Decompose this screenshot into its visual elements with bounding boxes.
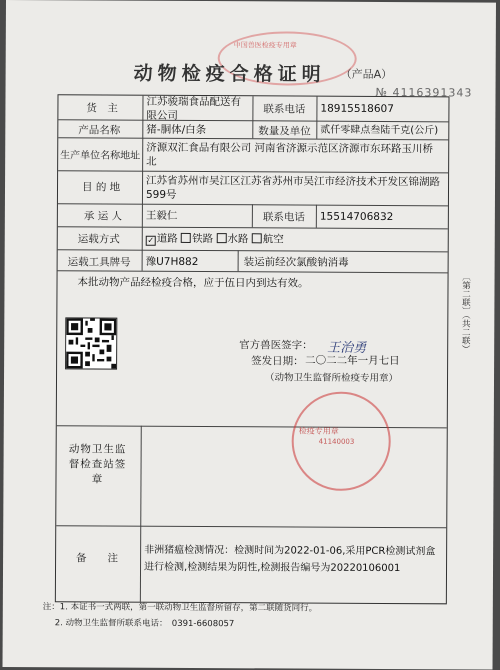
issue-stamp-note: （动物卫生监督所检疫专用章） bbox=[264, 372, 399, 385]
vet-signature-label: 官方兽医签字： bbox=[239, 339, 313, 352]
remarks-value: 非洲猪瘟检测情况：检测时间为2022-01-06,采用PCR检测试剂盒进行检测,检测结果为阴性,检测报告编号为20220106001 bbox=[144, 544, 436, 575]
qr-code bbox=[65, 317, 117, 369]
phone-value: 18915518607 bbox=[320, 102, 394, 116]
product-name-value: 猪-胴体/白条 bbox=[146, 123, 207, 137]
remarks-label: 备 注 bbox=[76, 552, 119, 565]
vehicle-label: 运载工具牌号 bbox=[67, 256, 131, 269]
phone-label: 联系电话 bbox=[263, 103, 306, 116]
transport-options bbox=[146, 232, 284, 247]
certificate-subtitle: （产品A） bbox=[340, 67, 393, 82]
vet-signature: 王治勇 bbox=[327, 340, 367, 356]
carrier-value: 王毅仁 bbox=[145, 209, 178, 222]
vehicle-value: 豫U7H882 bbox=[145, 255, 199, 269]
producer-label: 生产单位名称地址 bbox=[60, 150, 141, 162]
transport-option-rail[interactable]: 铁路 bbox=[181, 233, 213, 245]
transport-option-air[interactable]: 航空 bbox=[252, 233, 284, 245]
certificate-title: 动物检疫合格证明 bbox=[133, 62, 326, 86]
transport-label: 运载方式 bbox=[77, 233, 120, 246]
qr-code-icon bbox=[66, 318, 116, 368]
transport-option-road[interactable]: ✓ 道路 bbox=[147, 232, 178, 245]
empty-box-icon bbox=[181, 233, 191, 243]
producer-value: 济源双汇食品有限公司 河南省济源示范区济源市东环路玉川桥北 bbox=[146, 141, 434, 168]
quantity-value: 贰仟零肆点叁陆千克(公斤) bbox=[320, 124, 439, 137]
cargo-owner-label: 货 主 bbox=[86, 102, 118, 115]
product-name-label: 产品名称 bbox=[78, 124, 121, 137]
certificate-form-table bbox=[55, 94, 450, 604]
quantity-label: 数量及单位 bbox=[258, 125, 311, 138]
copy-side-note: 〔第二联〕（共二联） bbox=[460, 272, 471, 354]
certificate-serial: № 4116391343 bbox=[375, 85, 473, 100]
transport-option-water[interactable]: 水路 bbox=[216, 233, 248, 245]
certificate-paper bbox=[3, 0, 496, 670]
destination-label: 目 的 地 bbox=[81, 181, 121, 194]
footer-note-2: 2. 动物卫生监督所联系电话： 0391-6608057 bbox=[54, 618, 235, 630]
disinfection-value: 装运前经次氯酸钠消毒 bbox=[243, 256, 349, 269]
cargo-owner-value: 江苏骏瑞食品配送有限公司 bbox=[146, 95, 241, 122]
issue-date-value: 二〇二二年一月七日 bbox=[305, 354, 400, 368]
footer-note-1: 注：1. 本证书一式两联，第一联动物卫生监督所留存，第二联随货同行。 bbox=[42, 602, 318, 614]
issue-date-label: 签发日期： bbox=[251, 355, 304, 368]
official-seal-text: 检疫专用章 bbox=[298, 426, 339, 436]
supervision-label: 动物卫生监督检查站签章 bbox=[68, 443, 127, 486]
empty-box-icon bbox=[216, 233, 226, 243]
destination-value: 江苏省苏州市吴江区江苏省苏州市吴江市经济技术开发区锦湖路599号 bbox=[145, 174, 441, 201]
empty-box-icon bbox=[252, 233, 262, 243]
checked-box-icon: ✓ bbox=[147, 235, 155, 245]
carrier-phone-label: 联系电话 bbox=[262, 211, 305, 224]
carrier-label: 承 运 人 bbox=[83, 210, 123, 223]
official-seal-number: 41140003 bbox=[318, 437, 355, 446]
header-seal-text: 中国兽医检疫专用章 bbox=[233, 41, 297, 50]
statement-text: 本批动物产品经检疫合格，应于伍日内到达有效。 bbox=[77, 276, 309, 290]
carrier-phone-value: 15514706832 bbox=[319, 210, 394, 224]
